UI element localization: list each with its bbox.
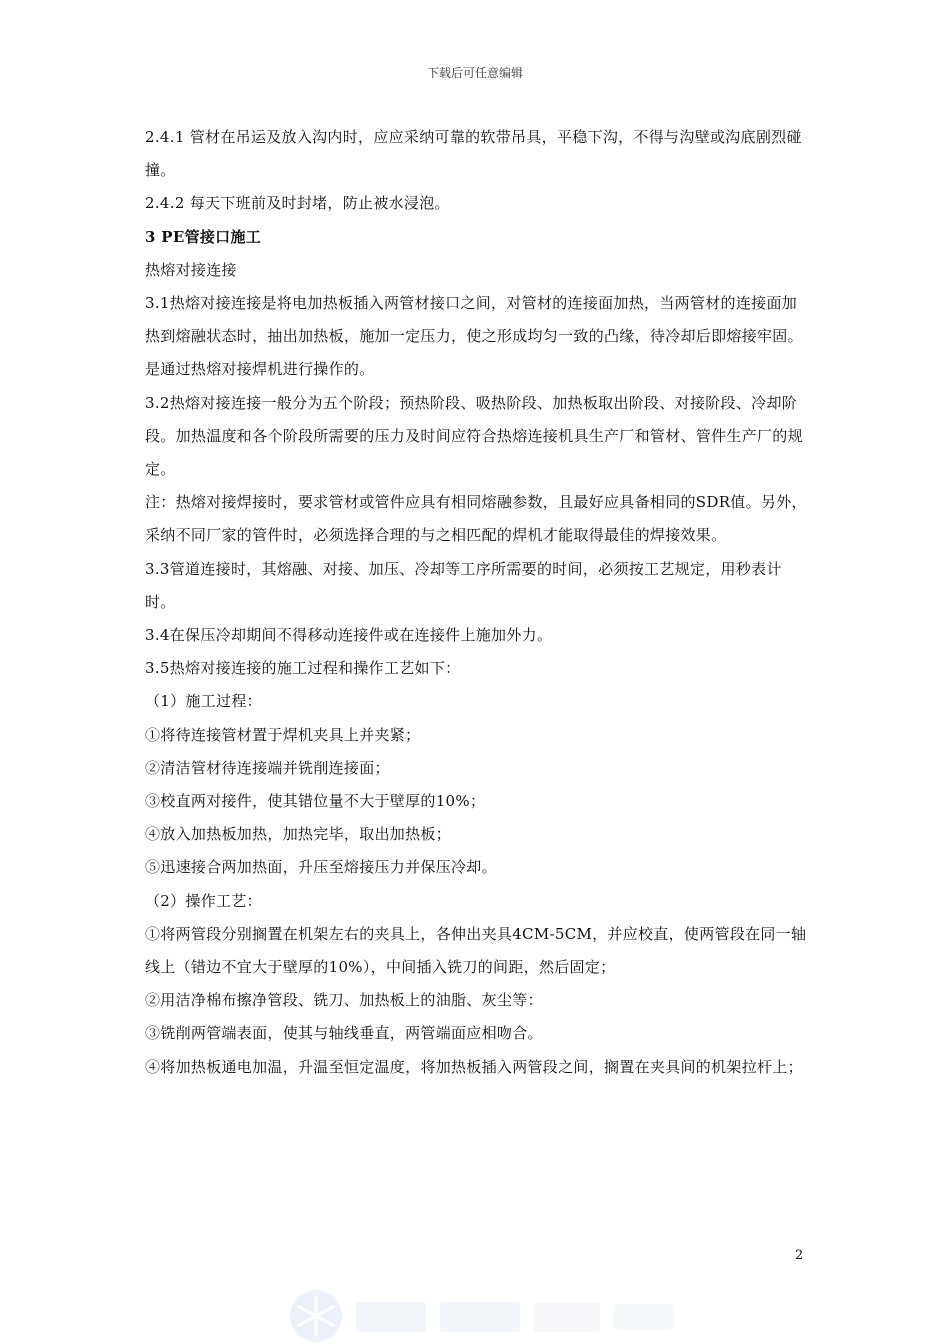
page-number: 2 (795, 1248, 804, 1263)
paragraph: 3.2热熔对接连接一般分为五个阶段；预热阶段、吸热阶段、加热板取出阶段、对接阶段、冷却阶段。加热温度和各个阶段所需要的压力及时间应符合热熔连接机具生产厂和管材、管件生产厂的规定。 (145, 393, 803, 479)
paragraph: 3.3管道连接时，其熔融、对接、加压、冷却等工序所需要的时间，必须按工艺规定，用秒表计时。 (145, 559, 782, 611)
list-item: ③铣削两管端表面，使其与轴线垂直，两管端面应相吻合。 (145, 1024, 543, 1043)
note-paragraph: 注：热熔对接焊接时，要求管材或管件应具有相同熔融参数，且最好应具备相同的SDR值。另外，采纳不同厂家的管件时，必须选择合理的与之相匹配的焊机才能取得最佳的焊接效果。 (145, 493, 807, 545)
list-item: ⑤迅速接合两加热面，升压至熔接压力并保压冷却。 (145, 858, 497, 877)
paragraph: 3.5热熔对接连接的施工过程和操作工艺如下： (145, 659, 461, 678)
list-item: ③校直两对接件，使其错位量不大于壁厚的10%； (145, 792, 486, 811)
paragraph: 2.4.1 管材在吊运及放入沟内时，应应采纳可靠的软带吊具，平稳下沟，不得与沟壁或沟底剧烈碰撞。 (145, 128, 802, 180)
document-body (145, 121, 807, 1084)
paragraph: 2.4.2 每天下班前及时封堵，防止被水浸泡。 (145, 194, 450, 213)
list-item: ②用洁净棉布擦净管段、铣刀、加热板上的油脂、灰尘等： (145, 991, 543, 1010)
list-heading: （1）施工过程： (145, 692, 262, 711)
list-item: ①将待连接管材置于焊机夹具上并夹紧； (145, 725, 421, 744)
list-heading: （2）操作工艺： (145, 891, 262, 910)
section-heading: 3 PE管接口施工 (145, 227, 262, 246)
list-item: ④放入加热板加热，加热完毕，取出加热板； (145, 825, 452, 844)
list-item: ④将加热板通电加温，升温至恒定温度，将加热板插入两管段之间，搁置在夹具间的机架拉杆上； (145, 1057, 803, 1076)
list-item: ②清洁管材待连接端并铣削连接面； (145, 758, 390, 777)
watermark-logo (280, 1282, 720, 1344)
page-header: 下载后可任意编辑 (426, 66, 523, 80)
paragraph: 3.4在保压冷却期间不得移动连接件或在连接件上施加外力。 (145, 626, 553, 645)
paragraph: 3.1热熔对接连接是将电加热板插入两管材接口之间，对管材的连接面加热，当两管材的连接面加热到熔融状态时，抽出加热板，施加一定压力，使之形成均匀一致的凸缘，待冷却后即熔接牢固。是通过热熔对接焊机进行操作的。 (145, 294, 803, 379)
subheading: 热熔对接连接 (145, 260, 237, 279)
list-item: ①将两管段分别搁置在机架左右的夹具上，各伸出夹具4CM-5CM，并应校直，使两管段在同一轴线上（错边不宜大于壁厚的10%），中间插入铣刀的间距，然后固定； (145, 924, 807, 977)
